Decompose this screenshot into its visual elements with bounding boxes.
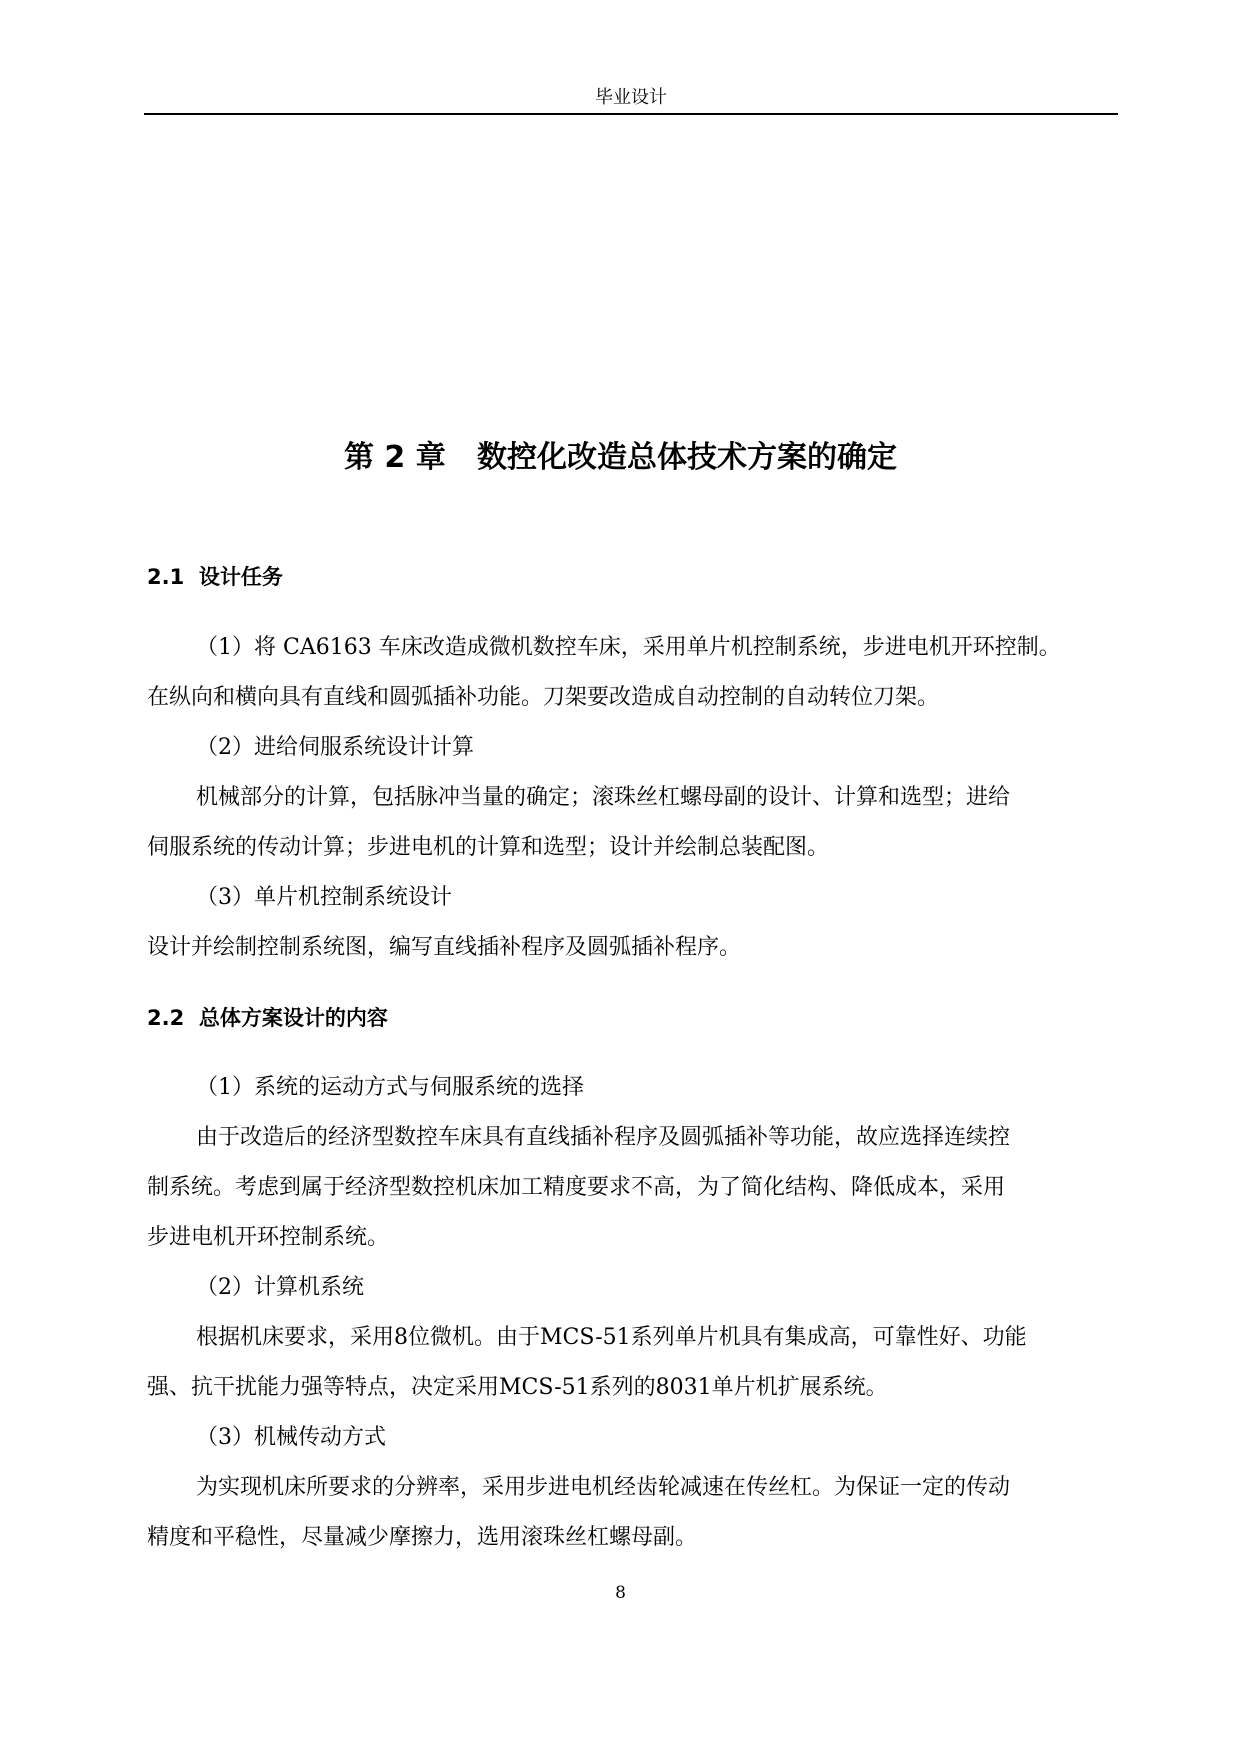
paragraph-line: 为实现机床所要求的分辨率，采用步进电机经齿轮减速在传丝杠。为保证一定的传动 bbox=[196, 1475, 1011, 1500]
paragraph-line: （2）进给伺服系统设计计算 bbox=[196, 735, 474, 760]
paragraph-line: 精度和平稳性，尽量减少摩擦力，选用滚珠丝杠螺母副。 bbox=[147, 1525, 698, 1550]
page-header: 毕业设计 bbox=[595, 87, 667, 108]
header-rule bbox=[144, 113, 1118, 115]
paragraph-line: 在纵向和横向具有直线和圆弧插补功能。刀架要改造成自动控制的自动转位刀架。 bbox=[147, 685, 940, 710]
paragraph-line: 制系统。考虑到属于经济型数控机床加工精度要求不高，为了简化结构、降低成本，采用 bbox=[147, 1175, 1006, 1200]
chapter-title: 第 2 章 数控化改造总体技术方案的确定 bbox=[343, 440, 898, 475]
paragraph-line: 伺服系统的传动计算；步进电机的计算和选型；设计并绘制总装配图。 bbox=[147, 835, 830, 860]
paragraph-line: （2）计算机系统 bbox=[196, 1275, 364, 1300]
paragraph-line: （3）机械传动方式 bbox=[196, 1425, 386, 1450]
section-heading-2-2: 2.2 总体方案设计的内容 bbox=[147, 1006, 388, 1030]
paragraph-line: （3）单片机控制系统设计 bbox=[196, 885, 452, 910]
paragraph-line: 根据机床要求，采用8位微机。由于MCS-51系列单片机具有集成高，可靠性好、功能 bbox=[196, 1325, 1027, 1350]
page-number: 8 bbox=[615, 1583, 626, 1603]
paragraph-line: 强、抗干扰能力强等特点，决定采用MCS-51系列的8031单片机扩展系统。 bbox=[147, 1375, 888, 1400]
paragraph-line: 步进电机开环控制系统。 bbox=[147, 1225, 390, 1250]
paragraph-line: （1）将 CA6163 车床改造成微机数控车床，采用单片机控制系统，步进电机开环控制。 bbox=[196, 635, 1061, 660]
paragraph-line: 设计并绘制控制系统图，编写直线插补程序及圆弧插补程序。 bbox=[147, 935, 742, 960]
paragraph-line: 由于改造后的经济型数控车床具有直线插补程序及圆弧插补等功能，故应选择连续控 bbox=[196, 1125, 1011, 1150]
paragraph-line: 机械部分的计算，包括脉冲当量的确定；滚珠丝杠螺母副的设计、计算和选型；进给 bbox=[196, 785, 1011, 810]
paragraph-line: （1）系统的运动方式与伺服系统的选择 bbox=[196, 1075, 584, 1100]
section-heading-2-1: 2.1 设计任务 bbox=[147, 565, 283, 589]
